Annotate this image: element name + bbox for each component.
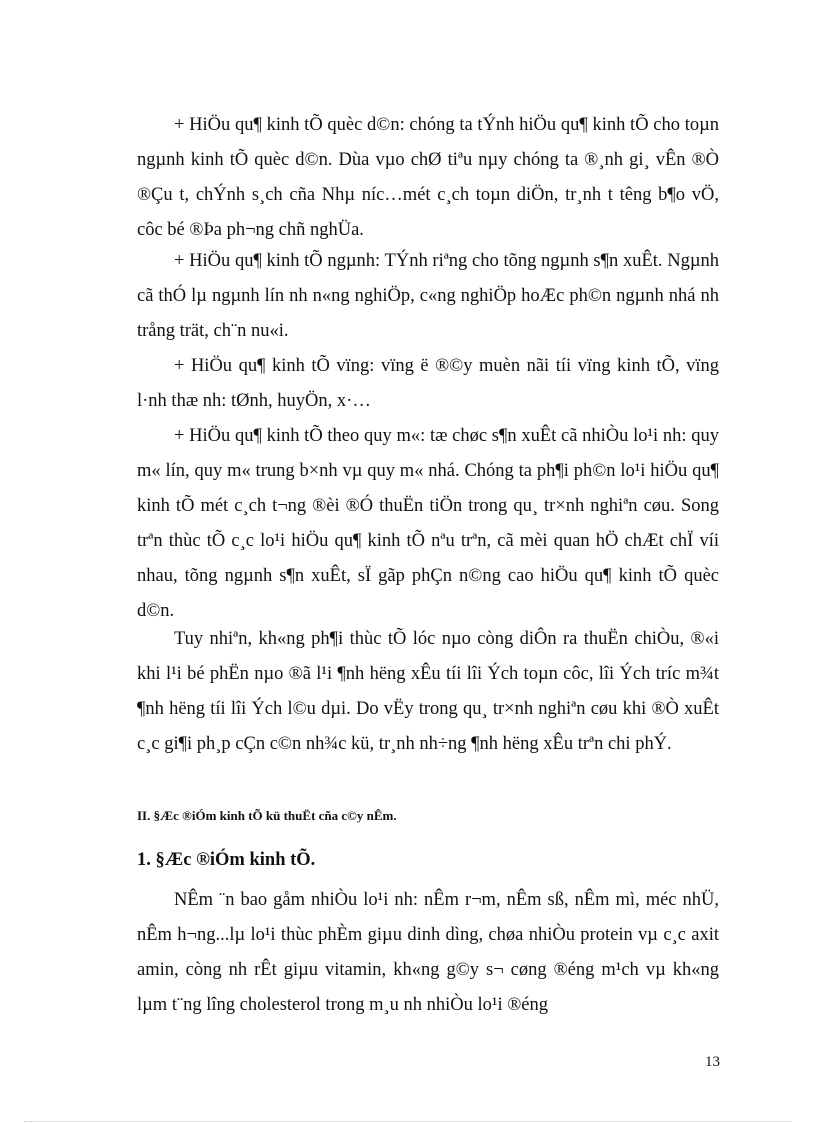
subsection-heading: 1. §Æc ®iÓm kinh tÕ.	[137, 850, 316, 870]
section-heading: II. §Æc ®iÓm kinh tÕ kü thuËt cña c©y nÊm.	[137, 808, 397, 823]
paragraph-regional-efficiency: + HiÖu qu¶ kinh tÕ vïng: vïng ë ®©y muèn nãi tíi vïng kinh tÕ, vïng l·nh thæ nh: tØnh, huyÖn, x·…	[137, 356, 719, 411]
paragraph-however: Tuy nhiªn, kh«ng ph¶i thùc tÕ lóc nµo còng diÔn ra thuËn chiÒu, ®«i khi l¹i bé phËn nµo ®ã l¹i ¶nh hëng xÊu tíi lîi Ých toµn côc, lîi Ých tríc m¾t ¶nh hëng tíi lîi Ých l©u dµi. Do vËy trong qu¸ tr×nh nghiªn cøu khi ®Ò xuÊt c¸c gi¶i ph¸p cÇn c©n nh¾c kü, tr¸nh nh÷ng ¶nh hëng xÊu trªn chi phÝ.	[137, 629, 719, 754]
page-number: 13	[705, 1054, 720, 1070]
paragraph-sector-efficiency: + HiÖu qu¶ kinh tÕ ngµnh: TÝnh riªng cho tõng ngµnh s¶n xuÊt. Ngµnh cã thÓ lµ ngµnh lín nh n«ng nghiÖp, c«ng nghiÖp hoÆc ph©n ngµnh nhá nh trång trät, ch¨n nu«i.	[137, 251, 719, 341]
page-footer-divider	[24, 1121, 792, 1122]
paragraph-scale-efficiency: + HiÖu qu¶ kinh tÕ theo quy m«: tæ chøc s¶n xuÊt cã nhiÒu lo¹i nh: quy m« lín, quy m« trung b×nh vµ quy m« nhá. Chóng ta ph¶i ph©n lo¹i hiÖu qu¶ kinh tÕ mét c¸ch t¬ng ®èi ®Ó thuËn tiÖn trong qu¸ tr×nh nghiªn cøu. Song trªn thùc tÕ c¸c lo¹i hiÖu qu¶ kinh tÕ nªu trªn, cã mèi quan hÖ chÆt chÏ víi nhau, tõng ngµnh s¶n xuÊt, sÏ gãp phÇn n©ng cao hiÖu qu¶ kinh tÕ quèc d©n.	[137, 426, 719, 621]
paragraph-mushroom-types: NÊm ¨n bao gåm nhiÒu lo¹i nh: nÊm r¬m, nÊm sß, nÊm mì, méc nhÜ, nÊm h¬ng...lµ lo¹i thùc phÈm giµu dinh dìng, chøa nhiÒu protein vµ c¸c axit amin, còng nh rÊt giµu vitamin, kh«ng g©y s¬ cøng ®éng m¹ch vµ kh«ng lµm t¨ng lîng cholesterol trong m¸u nh nhiÒu lo¹i ®éng	[137, 890, 719, 1015]
paragraph-national-efficiency: + HiÖu qu¶ kinh tÕ quèc d©n: chóng ta tÝnh hiÖu qu¶ kinh tÕ cho toµn ngµnh kinh tÕ quèc d©n. Dùa vµo chØ tiªu nµy chóng ta ®¸nh gi¸ vÊn ®Ò ®Çu t, chÝnh s¸ch cña Nhµ níc…mét c¸ch toµn diÖn, tr¸nh t têng b¶o vÖ, côc bé ®Þa ph¬ng chñ nghÜa.	[137, 115, 719, 240]
